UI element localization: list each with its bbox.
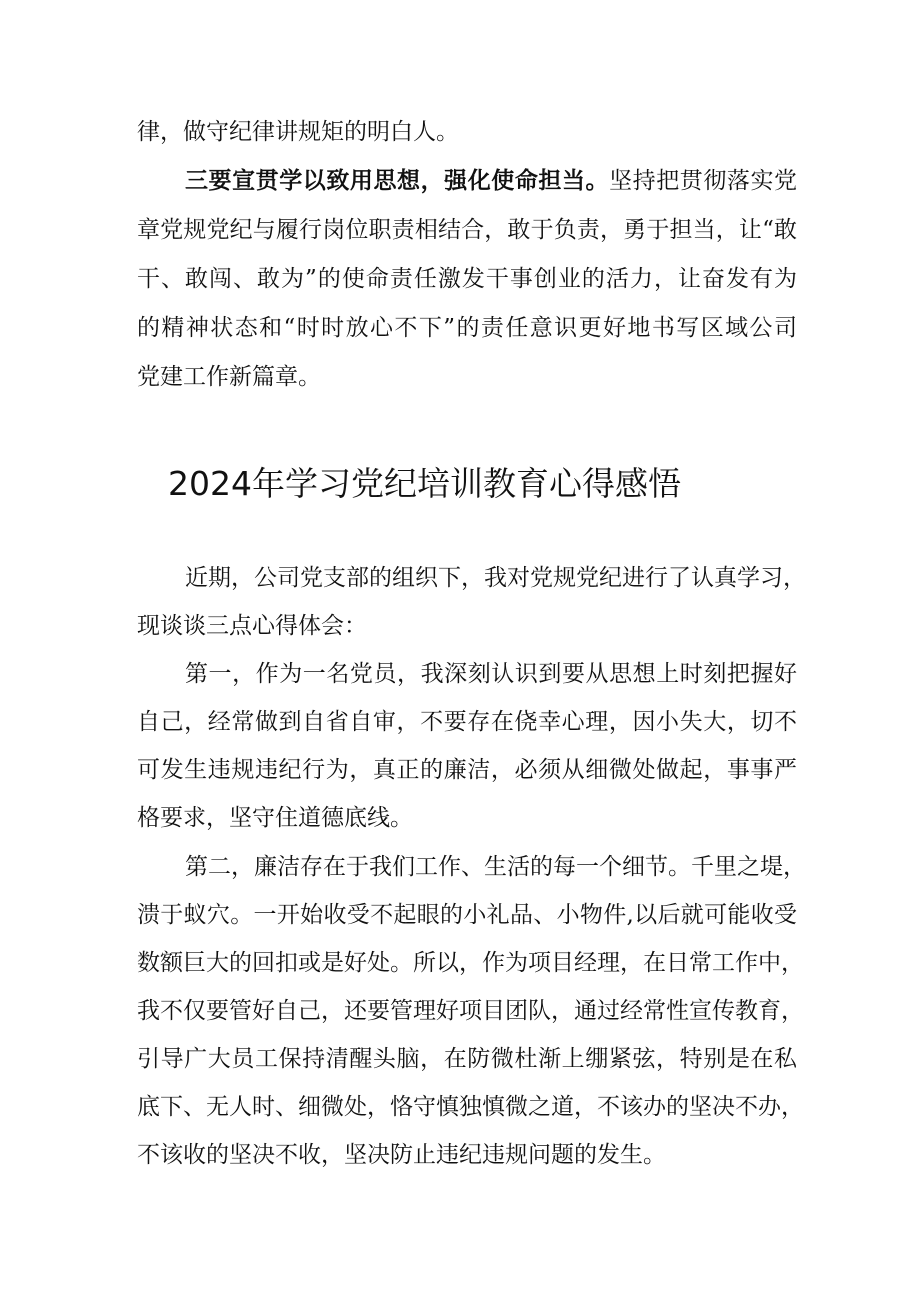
- point3-heading: 三要宣贯学以致用思想，强化使命担当。: [185, 167, 610, 194]
- first-line1: 第一，作为一名党员，我深刻认识到要从思想上时刻把握好: [185, 661, 797, 687]
- second-line6: 底下、无人时、细微处，恪守慎独慎微之道，不该办的坚决不办，: [137, 1094, 804, 1120]
- point3-line5: 党建工作新篇章。: [137, 364, 321, 390]
- second-line1: 第二，廉洁存在于我们工作、生活的每一个细节。千里之堤，: [185, 854, 806, 880]
- point3-first-line: [185, 166, 797, 196]
- second-line2: 溃于蚁穴。一开始收受不起眼的小礼品、小物件,以后就可能收受: [137, 902, 797, 928]
- intro-line2: 现谈谈三点心得体会：: [137, 613, 367, 639]
- first-line4: 格要求，坚守住道德底线。: [137, 805, 413, 831]
- point3-line4: 的精神状态和“时时放心不下”的责任意识更好地书写区域公司: [137, 315, 797, 341]
- point3-line1-rest: 坚持把贯彻落实党: [609, 168, 798, 194]
- first-line2: 自己，经常做到自省自审，不要存在侥幸心理，因小失大，切不: [137, 709, 797, 735]
- article-title: 2024年学习党纪培训教育心得感悟: [168, 464, 681, 503]
- second-line3: 数额巨大的回扣或是好处。所以，作为项目经理，在日常工作中，: [137, 950, 804, 976]
- continuation-line: 律，做守纪律讲规矩的明白人。: [137, 119, 459, 145]
- first-line3: 可发生违规违纪行为，真正的廉洁，必须从细微处做起，事事严: [137, 757, 797, 783]
- intro-line1: 近期，公司党支部的组织下，我对党规党纪进行了认真学习，: [185, 565, 806, 591]
- point3-line3: 干、敢闯、敢为”的使命责任激发干事创业的活力，让奋发有为: [137, 266, 797, 292]
- point3-line2: 章党规党纪与履行岗位职责相结合，敢于负责，勇于担当，让“敢: [137, 217, 797, 243]
- second-line5: 引导广大员工保持清醒头脑，在防微杜渐上绷紧弦，特别是在私: [137, 1046, 797, 1072]
- second-line7: 不该收的坚决不收，坚决防止违纪违规问题的发生。: [137, 1142, 666, 1168]
- second-line4: 我不仅要管好自己，还要管理好项目团队，通过经常性宣传教育，: [137, 998, 804, 1024]
